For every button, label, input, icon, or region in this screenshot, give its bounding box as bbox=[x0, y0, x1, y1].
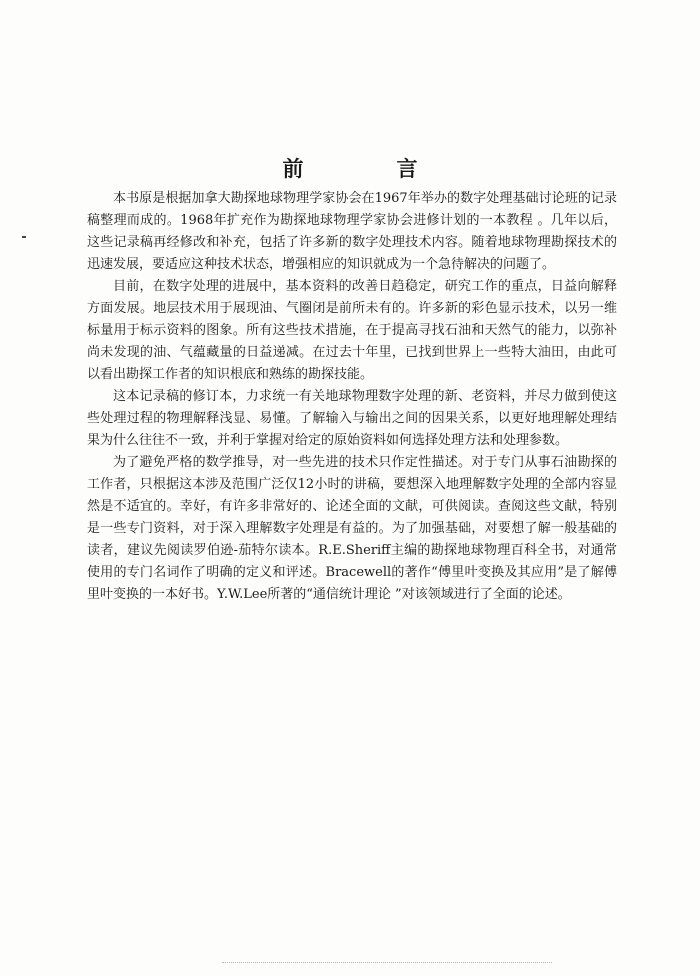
paragraph-2: 目前，在数字处理的进展中，基本资料的改善日趋稳定，研究工作的重点，日益向解释方面发展。地层技术用于展现油、气圈闭是前所未有的。许多新的彩色显示技术，以另一维标量用于标示资料的图象。所有这些技术措施，在于提高寻找石油和天然气的能力，以弥补尚未发现的油、气蕴藏量的日益递减。在过去十年里，已找到世界上一些特大油田，由此可以看出勘探工作者的知识根底和熟练的勘探技能。 bbox=[87, 279, 617, 382]
scan-footer-noise bbox=[222, 962, 552, 964]
paragraph-4: 为了避免严格的数学推导，对一些先进的技术只作定性描述。对于专门从事石油勘探的工作者，只根据这本涉及范围广泛仅12小时的讲稿，要想深入地理解数字处理的全部内容显然是不适宜的。幸好，有许多非常好的、论述全面的文献，可供阅读。查阅这些文献，特别是一些专门资料，对于深入理解数字处理是有益的。为了加强基础，对要想了解一般基础的读者，建议先阅读罗伯逊-茄特尔读本。R.E.Sheriff主编的勘探地球物理百科全书，对通常使用的专门名词作了明确的定义和评述。Bracewell的著作“傅里叶变换及其应用”是了解傅里叶变换的一本好书。Y.W.Lee所著的“通信统计理论 ”对该领域进行了全面的论述。 bbox=[87, 455, 617, 602]
paragraph-1: 本书原是根据加拿大勘探地球物理学家协会在1967年举办的数字处理基础讨论班的记录稿整理而成的。1968年扩充作为勘探地球物理学家协会进修计划的一本教程 。几年以后，这些记录稿再经修改和补充，包括了许多新的数字处理技术内容。随着地球物理勘探技术的迅速发展，要适应这种技术状态，增强相应的知识就成为一个急待解决的问题了。 bbox=[87, 191, 617, 272]
paragraph-3: 这本记录稿的修订本，力求统一有关地球物理数字处理的新、老资料，并尽力做到使这些处理过程的物理解释浅显、易懂。了解输入与输出之间的因果关系，以更好地理解处理结果为什么往往不一致，并利于掌握对给定的原始资料如何选择处理方法和处理参数。 bbox=[87, 389, 617, 448]
page-title: 前 言 bbox=[282, 156, 454, 182]
margin-mark bbox=[22, 236, 26, 238]
preface-body bbox=[87, 188, 617, 606]
